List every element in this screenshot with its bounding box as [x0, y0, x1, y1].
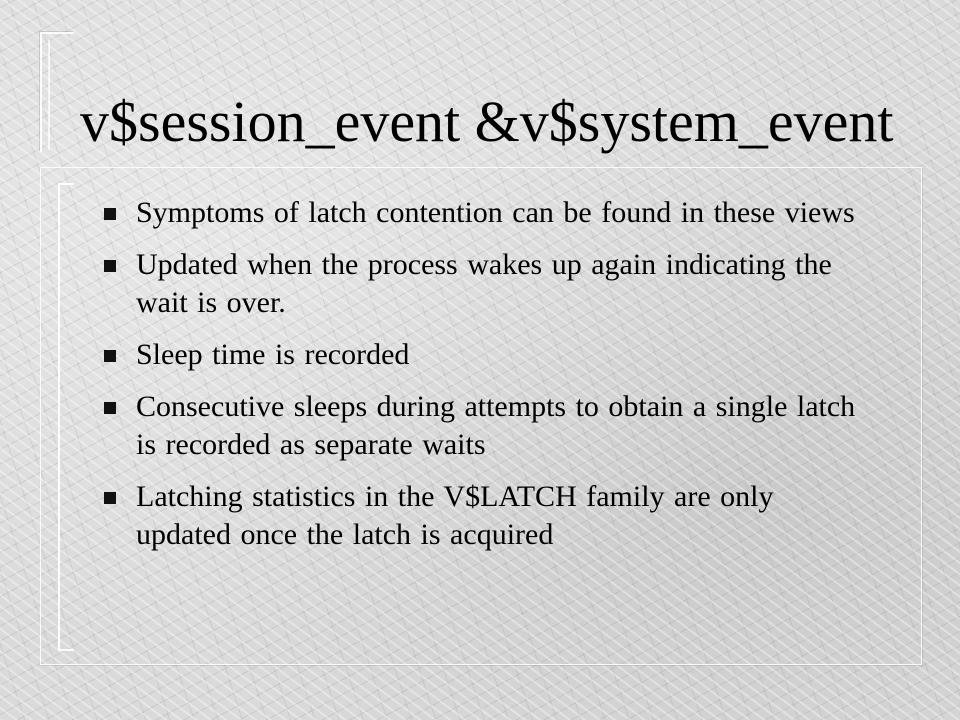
bullet-item [100, 194, 860, 232]
square-bullet-icon [104, 208, 116, 220]
bullet-text: Sleep time is recorded [136, 338, 410, 371]
bullet-item [100, 246, 860, 322]
bullet-item [100, 336, 860, 374]
square-bullet-icon [104, 492, 116, 504]
body-bracket-decoration [58, 183, 74, 651]
square-bullet-icon [104, 350, 116, 362]
bullet-item [100, 388, 860, 464]
bullet-text: Consecutive sleeps during attempts to obtain a single latch is recorded as separate waits [136, 390, 856, 461]
bullet-list [100, 194, 860, 568]
square-bullet-icon [104, 402, 116, 414]
slide-title: v$session_event &v$system_event [80, 89, 894, 154]
bullet-text: Symptoms of latch contention can be found in these views [136, 196, 855, 229]
bullet-item [100, 478, 860, 554]
title-frame-inner-decoration [48, 40, 74, 150]
square-bullet-icon [104, 260, 116, 272]
bullet-text: Updated when the process wakes up again indicating the wait is over. [136, 248, 832, 319]
bullet-text: Latching statistics in the V$LATCH family are only updated once the latch is acquired [136, 480, 774, 551]
